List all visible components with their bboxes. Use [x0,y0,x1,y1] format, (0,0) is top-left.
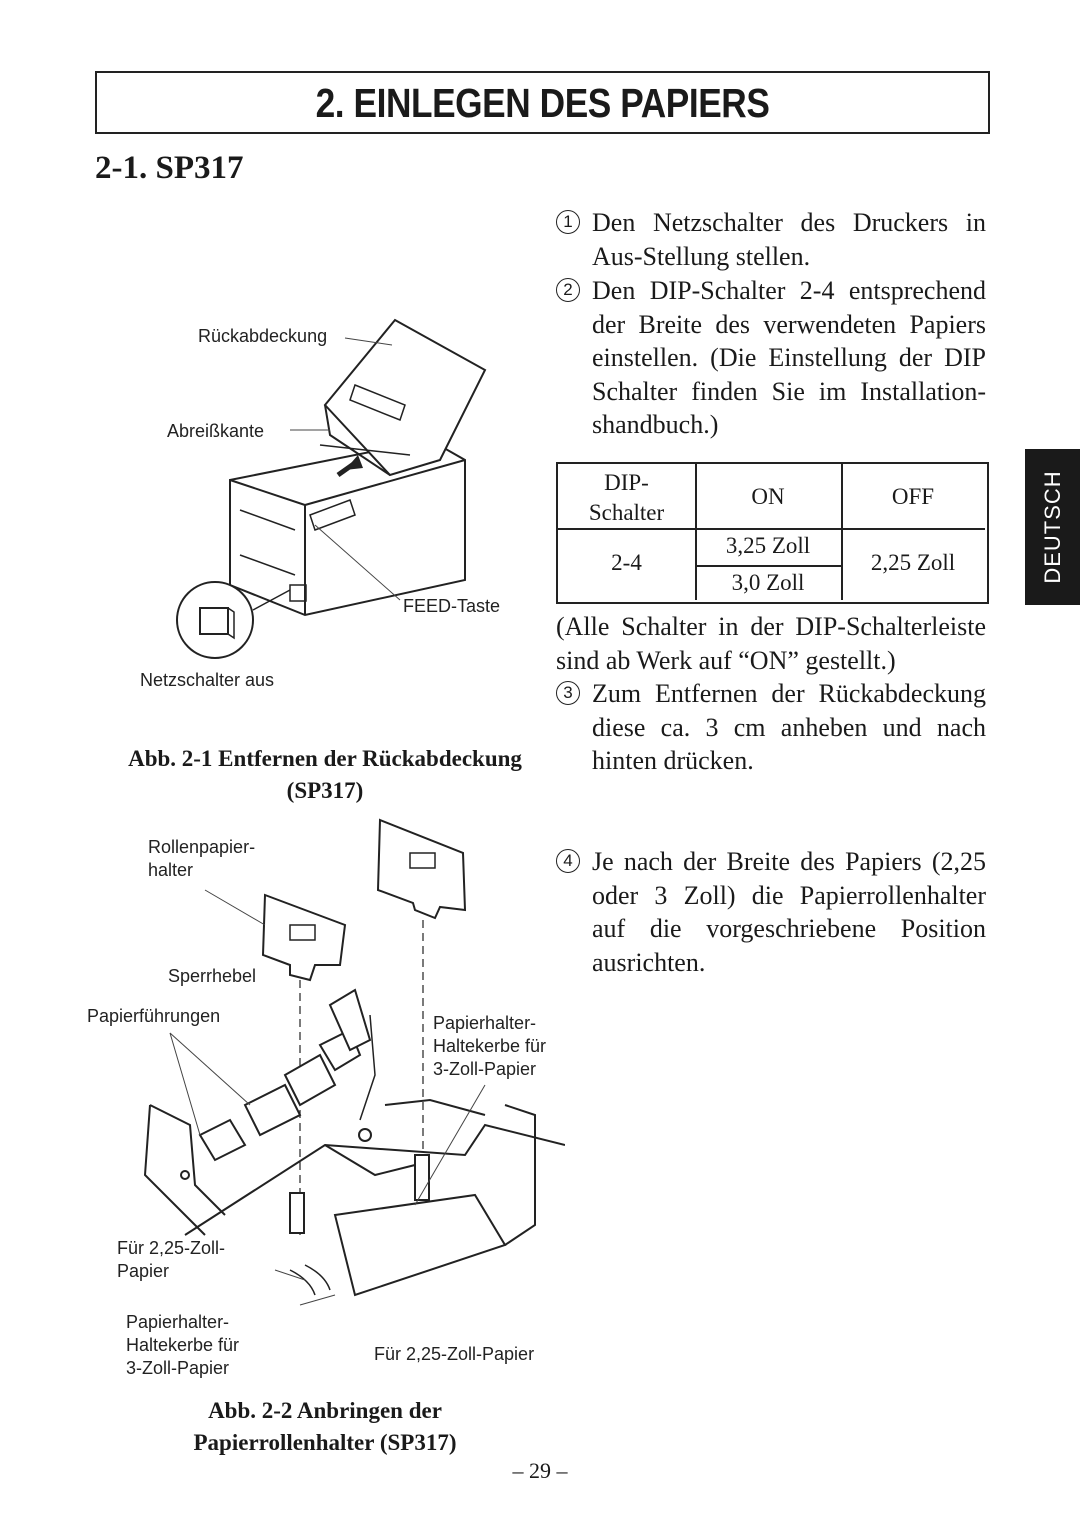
table-header-on: ON [751,484,785,509]
table-header-off: OFF [891,484,935,509]
figure-1-caption-line-1: Abb. 2-1 Entfernen der Rückabdeckung [128,746,522,771]
step-text: Den Netzschalter des Druckers in Aus-Stellung stellen. [592,208,986,271]
table-cell-on-1: 3,25 Zoll [725,533,811,558]
note-text: (Alle Schalter in der DIP-Schalterleiste sind ab Werk auf “ON” gestellt.) [556,612,986,675]
label-sperrhebel: Sperrhebel [168,966,257,986]
label-papierfuehrungen: Papierführungen [87,1006,221,1026]
label-fuer-225-zoll-papier: Für 2,25-Zoll-Papier [374,1344,535,1364]
chapter-title: 2. EINLEGEN DES PAPIERS [315,80,770,126]
page-number: – 29 – [512,1458,568,1483]
table-cell-on-2: 3,0 Zoll [731,570,805,595]
label-abreisskante: Abreißkante [167,421,265,441]
language-tab-label: DEUTSCH [1039,470,1065,584]
dip-switch-table [556,462,989,604]
step-4 [556,845,986,979]
chapter-title-box [95,71,990,134]
step-number: 3 [556,681,580,705]
label-papierhalter-right-1: Papierhalter- [433,1013,537,1033]
label-rollenpapierhalter-2: halter [148,860,194,880]
label-papierhalter-left-1: Papierhalter- [126,1312,230,1332]
step-text: Je nach der Breite des Papiers (2,25 oder 3 Zoll) die Papierrollenhalter auf die vorgeschriebene Position ausrichten. [592,847,986,977]
step-number: 4 [556,849,580,873]
step-text: Den DIP-Schalter 2-4 entsprechend der Breite des verwendeten Papiers einstellen. (Die Einstellung der DIP Schalter finden Sie im Installation-shandbuch.) [592,276,986,439]
table-header-schalter: Schalter [588,500,665,525]
language-side-tab [1025,449,1080,605]
step-number: 1 [556,210,580,234]
label-rollenpapierhalter-1: Rollenpapier- [148,837,256,857]
printer-cover-illustration [130,310,530,690]
table-cell-off: 2,25 Zoll [870,550,956,575]
label-fuer-225-1: Für 2,25-Zoll- [117,1238,226,1258]
step-text: Zum Entfernen der Rückabdeckung diese ca. 3 cm anheben und nach hinten drücken. [592,679,986,775]
label-papierhalter-right-2: Haltekerbe für [433,1036,547,1056]
figure-2-caption-line-2: Papierrollenhalter (SP317) [193,1430,457,1455]
section-heading: 2-1. SP317 [95,150,244,186]
step-2 [556,274,986,442]
label-rueckabdeckung: Rückabdeckung [198,326,328,346]
step-number: 2 [556,278,580,302]
figure-1-caption-line-2: (SP317) [286,778,364,803]
label-papierhalter-left-3: 3-Zoll-Papier [126,1358,230,1378]
label-netzschalter-aus: Netzschalter aus [140,670,275,690]
table-header-dip: DIP- [604,470,649,495]
label-papierhalter-right-3: 3-Zoll-Papier [433,1059,537,1079]
table-cell-switch: 2-4 [611,550,642,575]
step-1 [556,206,986,273]
label-papierhalter-left-2: Haltekerbe für [126,1335,240,1355]
step-3 [556,677,986,778]
figure-2-caption-line-1: Abb. 2-2 Anbringen der [208,1398,442,1423]
label-fuer-225-2: Papier [117,1261,170,1281]
label-feed-taste: FEED-Taste [403,596,501,616]
